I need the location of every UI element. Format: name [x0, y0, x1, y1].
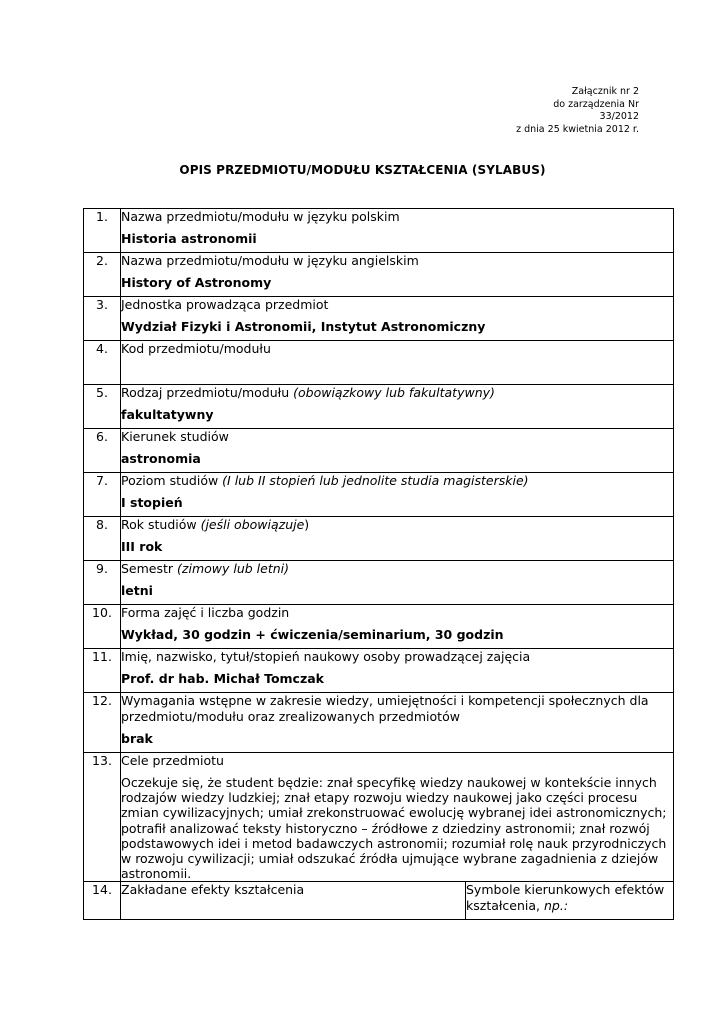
row-label: Cele przedmiotu [121, 753, 224, 768]
lecturer: Prof. dr hab. Michał Tomczak [121, 671, 324, 686]
row-content [121, 473, 674, 517]
row-label: Imię, nazwisko, tytuł/stopień naukowy osoby prowadzącej zajęcia [121, 649, 531, 664]
row-label: Zakładane efekty kształcenia [121, 882, 305, 898]
row-hint: (I lub II stopień lub jednolite studia magisterskie) [222, 473, 529, 488]
table-row [84, 561, 674, 605]
row-content [121, 517, 674, 561]
document-title: OPIS PRZEDMIOTU/MODUŁU KSZTAŁCENIA (SYLABUS) [179, 163, 546, 177]
row-number: 4. [84, 341, 121, 385]
row-number: 2. [84, 253, 121, 297]
row-hint: np.: [544, 898, 569, 914]
table-row [84, 209, 674, 253]
semester: letni [121, 583, 153, 598]
class-format-hours: Wykład, 30 godzin + ćwiczenia/seminarium, 30 godzin [121, 627, 504, 642]
annex-note [439, 86, 639, 136]
table-row [84, 385, 674, 429]
row-label: Kierunek studiów [121, 429, 229, 444]
course-name-en: History of Astronomy [121, 275, 272, 290]
table-row [84, 297, 674, 341]
outcome-symbols-label: Symbole kierunkowych efektów kształcenia, np.: [466, 882, 665, 914]
row-number: 5. [84, 385, 121, 429]
table-row [84, 605, 674, 649]
row-number: 11. [84, 649, 121, 693]
row-content [121, 693, 674, 753]
row-content [121, 341, 674, 385]
row-label: Wymagania wstępne w zakresie wiedzy, umiejętności i kompetencji społecznych dla przedmiotu/modułu oraz zrealizowanych przedmiotów [121, 693, 649, 724]
row-content [121, 297, 674, 341]
row-content [121, 253, 674, 297]
row-label: Rok studiów (jeśli obowiązuje) [121, 517, 310, 532]
row-number: 9. [84, 561, 121, 605]
table-row [84, 882, 674, 920]
row-label: Nazwa przedmiotu/modułu w języku polskim [121, 209, 400, 224]
row-hint: (obowiązkowy lub fakultatywny) [293, 385, 495, 400]
prerequisites: brak [121, 731, 153, 746]
row-content [121, 385, 674, 429]
row-number: 8. [84, 517, 121, 561]
table-row [84, 649, 674, 693]
row-label: Jednostka prowadząca przedmiot [121, 297, 329, 312]
field-of-study: astronomia [121, 451, 201, 466]
row-number: 6. [84, 429, 121, 473]
course-code [121, 363, 673, 379]
row-content [121, 605, 674, 649]
row-number: 14. [84, 882, 121, 920]
table-row [84, 753, 674, 882]
row-content [121, 209, 674, 253]
course-name-pl: Historia astronomii [121, 231, 257, 246]
row-label: Rodzaj przedmiotu/modułu (obowiązkowy lub fakultatywny) [121, 385, 495, 400]
row-content [121, 429, 674, 473]
table-row [84, 693, 674, 753]
row-number: 3. [84, 297, 121, 341]
table-row [84, 341, 674, 385]
syllabus-table [83, 208, 674, 920]
table-row [84, 473, 674, 517]
row-number: 13. [84, 753, 121, 882]
row-label: Poziom studiów (I lub II stopień lub jednolite studia magisterskie) [121, 473, 529, 488]
row-content [121, 882, 466, 920]
row-label: Forma zajęć i liczba godzin [121, 605, 290, 620]
course-objectives: Oczekuje się, że student będzie: znał specyfikę wiedzy naukowej w kontekście innych rodzajów wiedzy ludzkiej; znał etapy rozwoju wiedzy naukowej jako części procesu zmian cywilizacyjnych; umiał zrekonstruować ewolucję wybranej idei astronomicznych; potrafił analizować teksty historyczno – źródłowe z dziedziny astronomii; znał rozwój podstawowych idei i metod badawczych astronomii; rozumiał rolę nauk przyrodniczych w rozwoju cywilizacji; umiał odszukać źródła ujmujące wybrane zagadnienia z dziejów astronomii. [121, 775, 667, 882]
row-label: Nazwa przedmiotu/modułu w języku angielskim [121, 253, 419, 268]
course-type: fakultatywny [121, 407, 214, 422]
row-content-right [466, 882, 674, 920]
row-number: 1. [84, 209, 121, 253]
annex-line-4: z dnia 25 kwietnia 2012 r. [516, 123, 639, 135]
row-number: 12. [84, 693, 121, 753]
year-of-study: III rok [121, 539, 163, 554]
row-number: 7. [84, 473, 121, 517]
row-content [121, 753, 674, 882]
row-content [121, 649, 674, 693]
row-label: Kod przedmiotu/modułu [121, 341, 271, 356]
table-row [84, 429, 674, 473]
row-label: Semestr (zimowy lub letni) [121, 561, 290, 576]
annex-line-1: Załącznik nr 2 [571, 86, 639, 97]
row-hint: (zimowy lub letni) [177, 561, 290, 576]
annex-line-3: 33/2012 [599, 111, 639, 122]
row-hint: (jeśli obowiązuje [200, 517, 305, 532]
row-number: 10. [84, 605, 121, 649]
study-level: I stopień [121, 495, 183, 510]
table-row [84, 517, 674, 561]
annex-line-2: do zarządzenia Nr [553, 98, 639, 110]
row-content [121, 561, 674, 605]
table-row [84, 253, 674, 297]
teaching-unit: Wydział Fizyki i Astronomii, Instytut Astronomiczny [121, 319, 486, 334]
